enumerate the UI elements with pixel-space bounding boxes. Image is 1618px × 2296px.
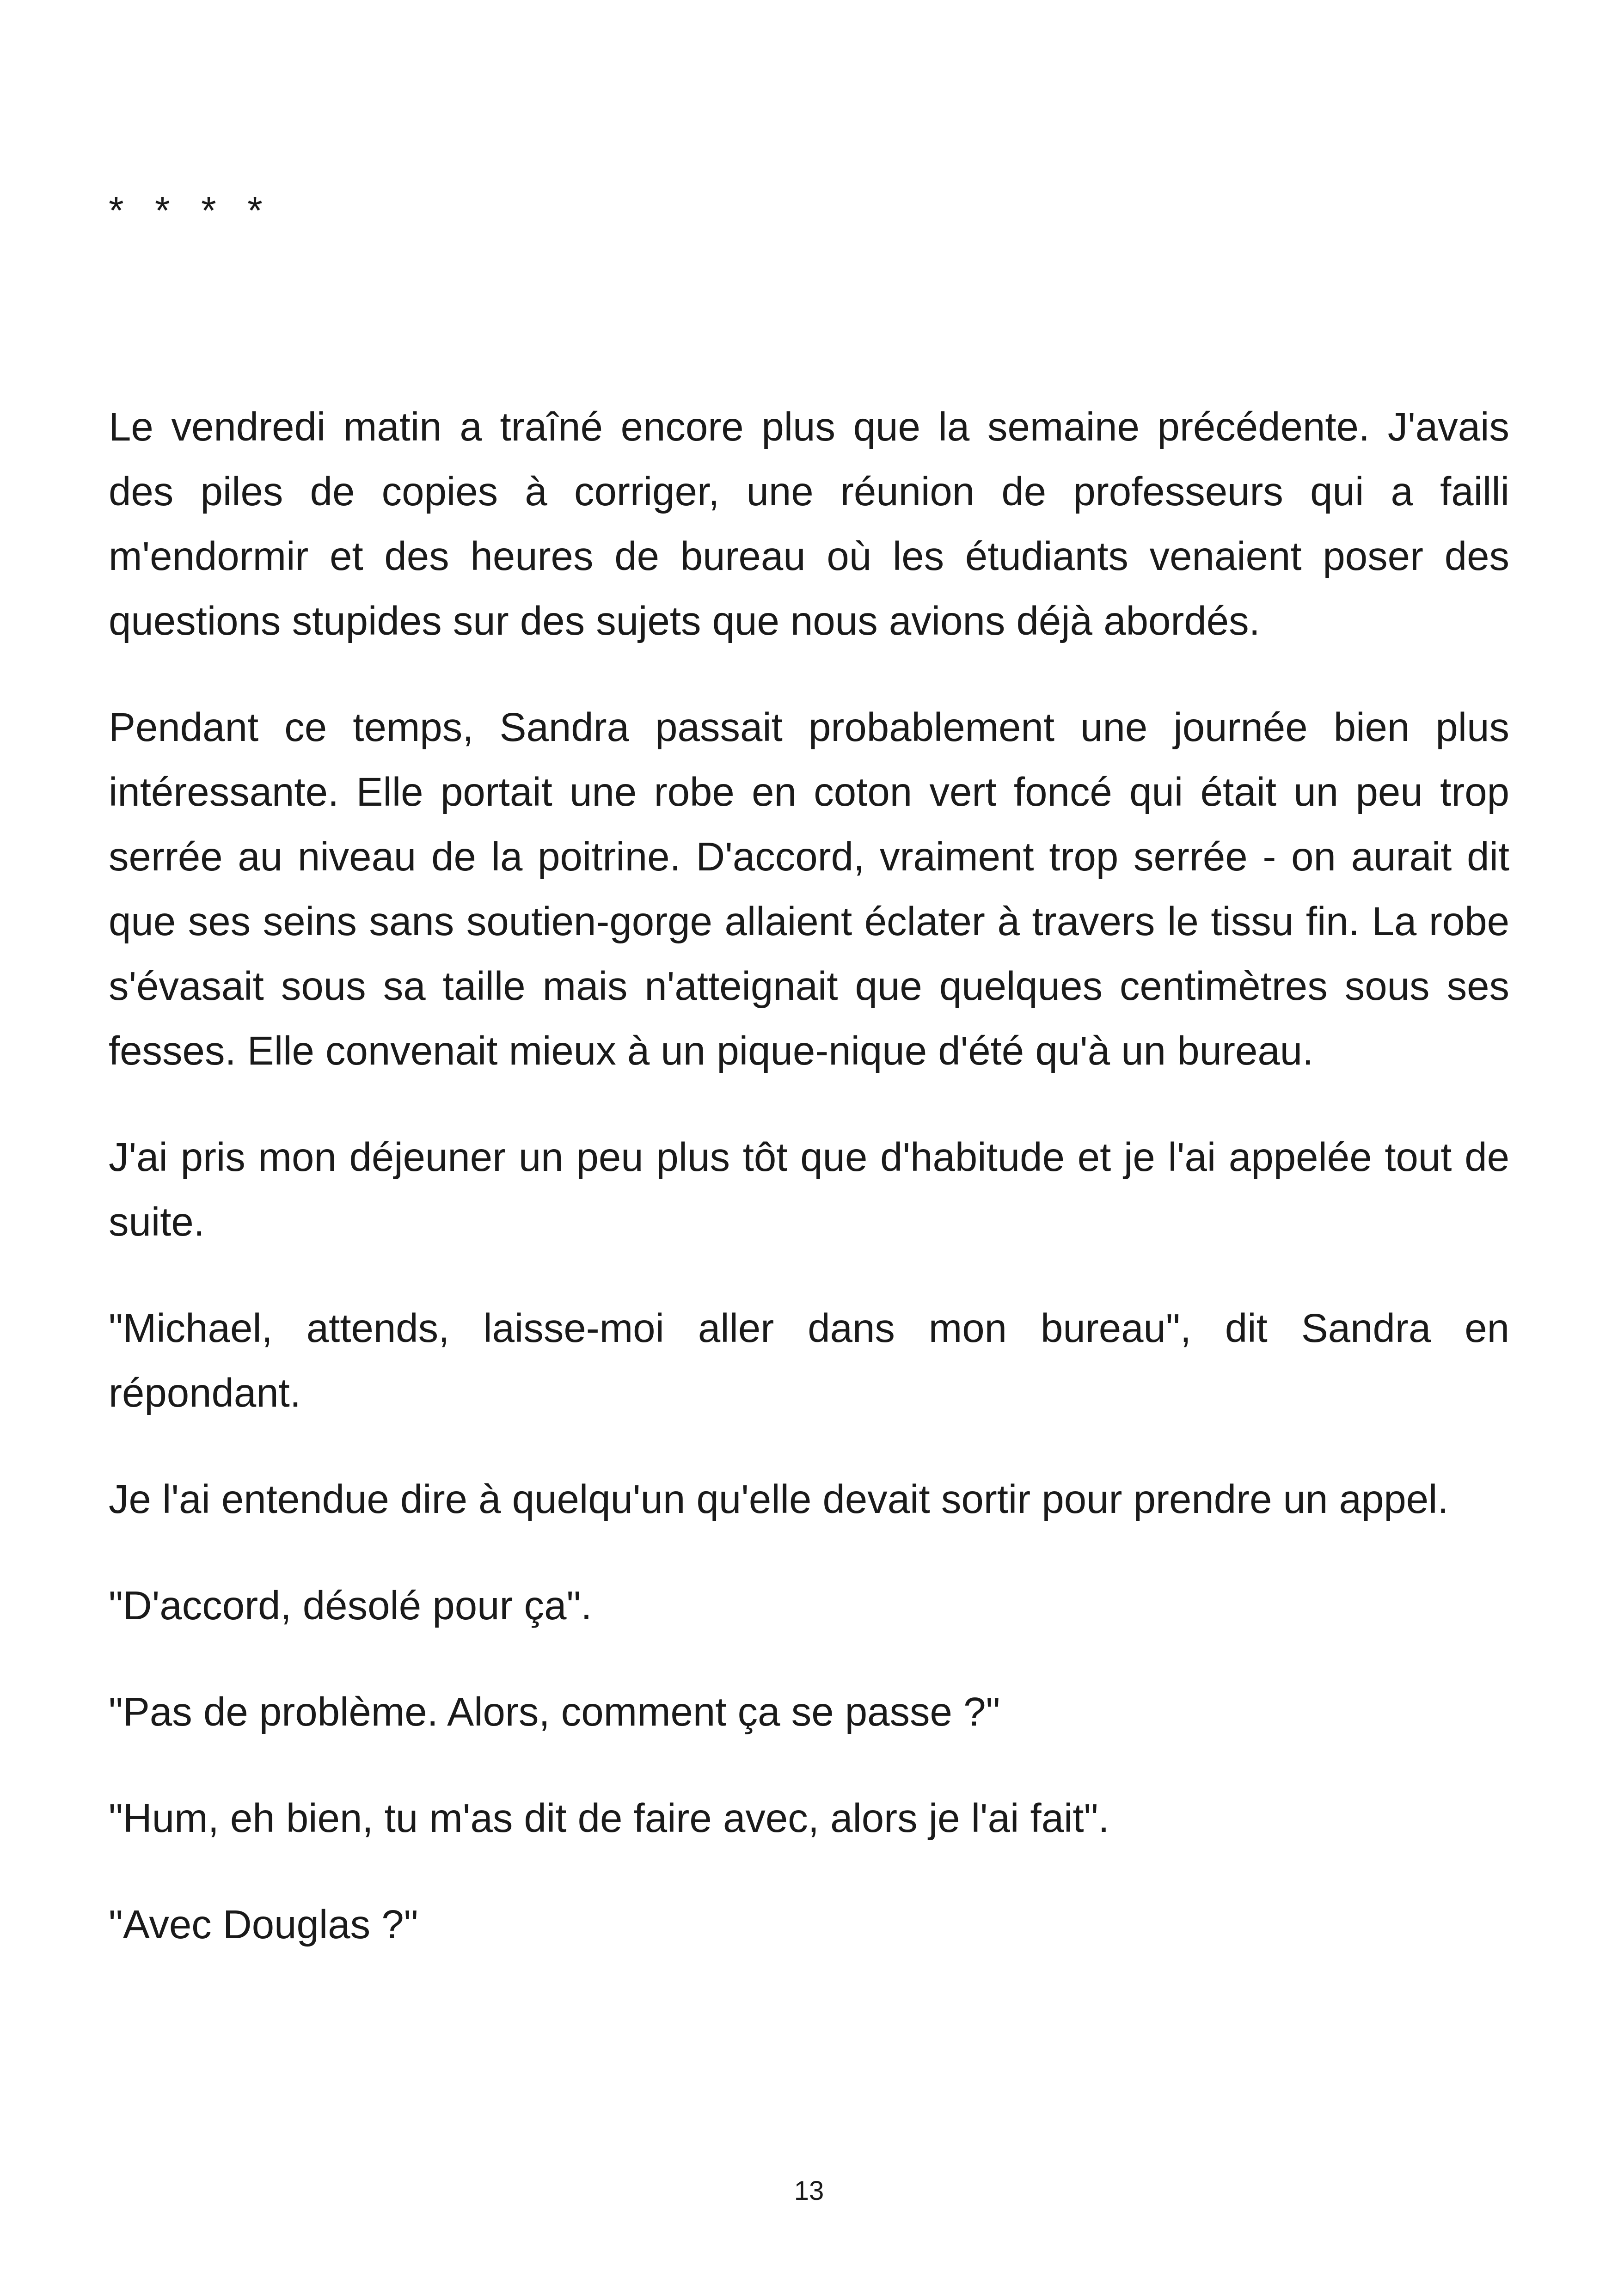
paragraph: "Michael, attends, laisse-moi aller dans mon bureau", dit Sandra en répondant. — [109, 1306, 1509, 1415]
paragraph: Pendant ce temps, Sandra passait probablement une journée bien plus intéressante. Elle portait une robe en coton vert foncé qui était un peu trop serrée au niveau de la poitrine. D'accord, vraiment trop serrée - on aurait dit que ses seins sans soutien-gorge allaient éclater à travers le tissu fin. La robe s'évasait sous sa taille mais n'atteignait que quelques centimètres sous ses fesses. Elle convenait mieux à un pique-nique d'été qu'à un bureau. — [109, 705, 1509, 1073]
paragraph: "Hum, eh bien, tu m'as dit de faire avec, alors je l'ai fait". — [109, 1796, 1109, 1841]
paragraph: Je l'ai entendue dire à quelqu'un qu'elle devait sortir pour prendre un appel. — [109, 1477, 1449, 1522]
paragraph: J'ai pris mon déjeuner un peu plus tôt que d'habitude et je l'ai appelée tout de suite. — [109, 1135, 1509, 1244]
paragraph: "Pas de problème. Alors, comment ça se passe ?" — [109, 1690, 1000, 1734]
page-content — [109, 178, 1509, 1957]
page-number: 13 — [794, 2176, 824, 2206]
paragraph: "Avec Douglas ?" — [109, 1902, 418, 1947]
section-separator: * * * * — [109, 189, 273, 232]
paragraph: Le vendredi matin a traîné encore plus que la semaine précédente. J'avais des piles de copies à corriger, une réunion de professeurs qui a failli m'endormir et des heures de bureau où les étudiants venaient poser des questions stupides sur des sujets que nous avions déjà abordés. — [109, 404, 1509, 643]
paragraph: "D'accord, désolé pour ça". — [109, 1583, 592, 1628]
